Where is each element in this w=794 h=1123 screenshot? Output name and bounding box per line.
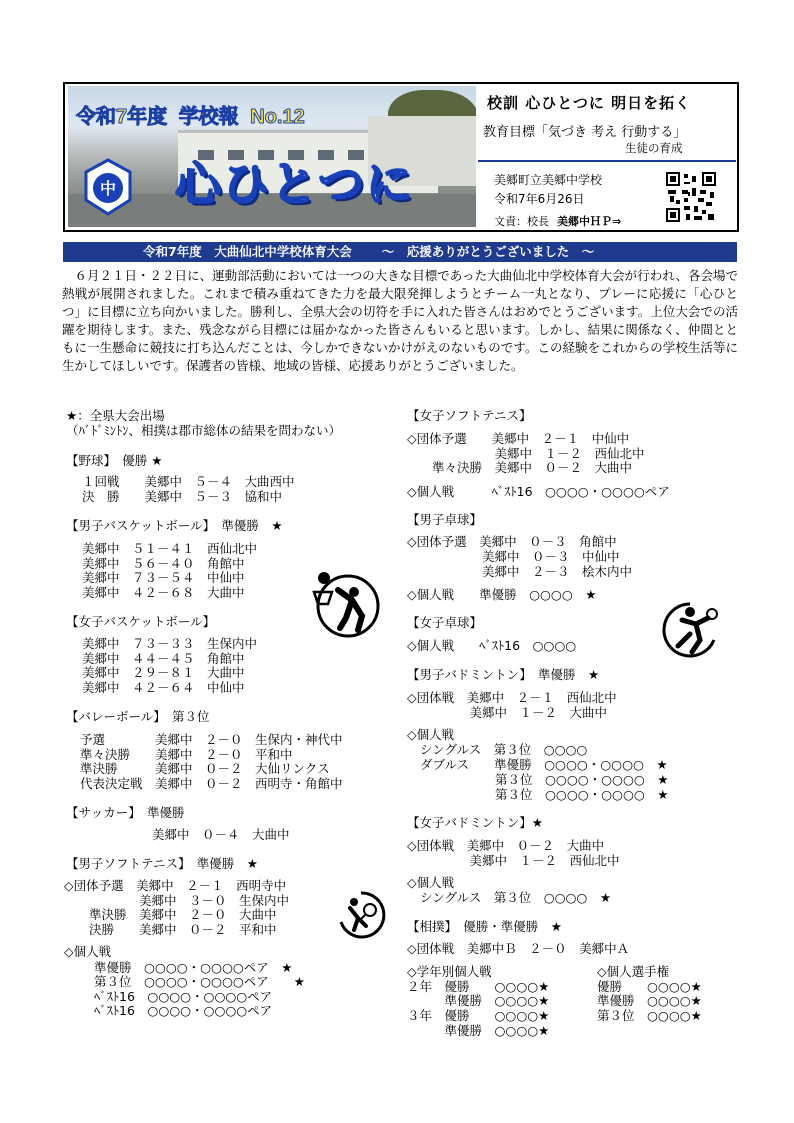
boys-basketball-row: 美郷中 ５６－４０ 角館中 <box>82 556 245 571</box>
girls-softtennis-indiv: ◇個人戦 ﾍﾞｽﾄ16 ○○○○・○○○○ペア <box>407 484 670 499</box>
boys-tabletennis-row: ◇団体予選 美郷中 ０－３ 角館中 <box>407 534 617 549</box>
boys-badminton-heading: 【男子バドミントン】 準優勝 ★ <box>407 667 600 682</box>
legend-line-1: ★：全県大会出場 <box>66 408 165 423</box>
girls-basketball-row: 美郷中 ２９－８１ 大曲中 <box>82 665 245 680</box>
girls-badminton-row: ◇団体戦 美郷中 ０－２ 大曲中 <box>407 838 605 853</box>
boys-softtennis-indiv-row: ﾍﾞｽﾄ16 ○○○○・○○○○ペア <box>94 989 273 1004</box>
school-motto: 校訓 心ひとつに 明日を拓く <box>487 94 692 112</box>
header-divider <box>478 160 736 162</box>
sumo-champ-row: 準優勝 ○○○○★ <box>597 993 702 1008</box>
boys-basketball-row: 美郷中 ７３－５４ 中仙中 <box>82 570 245 585</box>
sumo-grade-row: 準優勝 ○○○○★ <box>407 1023 550 1038</box>
boys-softtennis-row: 美郷中 ３－０ 生保内中 <box>64 893 290 908</box>
boys-badminton-indiv-label: ◇個人戦 <box>407 727 455 742</box>
event-banner <box>63 242 737 262</box>
sumo-grade-row: ３年 優勝 ○○○○★ <box>407 1008 550 1023</box>
qr-code-icon[interactable] <box>666 172 716 222</box>
main-title: 心ひとつに <box>175 157 415 211</box>
newsletter-issue-line <box>76 100 311 129</box>
boys-softtennis-indiv-row: 第３位 ○○○○・○○○○ペア ★ <box>94 974 305 989</box>
baseball-row: 決 勝 美郷中 ５－３ 協和中 <box>82 489 283 504</box>
basketball-player-icon <box>310 570 382 638</box>
issue-date: 令和7年6月26日 <box>494 192 585 206</box>
boys-softtennis-row: 準決勝 美郷中 ２－０ 大曲中 <box>64 907 277 922</box>
sumo-grade-row: 準優勝 ○○○○★ <box>407 993 550 1008</box>
boys-badminton-indiv-row: 第３位 ○○○○・○○○○ ★ <box>420 772 669 787</box>
author-line <box>494 213 621 229</box>
girls-basketball-heading: 【女子バスケットボール】 <box>66 614 216 629</box>
boys-softtennis-row: ◇団体予選 美郷中 ２－１ 西明寺中 <box>64 878 287 893</box>
boys-softtennis-indiv-row: ﾍﾞｽﾄ16 ○○○○・○○○○ペア <box>94 1003 273 1018</box>
girls-tabletennis-heading: 【女子卓球】 <box>407 615 483 630</box>
soccer-heading: 【サッカー】 準優勝 <box>66 805 185 820</box>
girls-softtennis-row: 美郷中 １－２ 西仙北中 <box>407 446 645 461</box>
boys-tabletennis-heading: 【男子卓球】 <box>407 512 483 527</box>
girls-badminton-row: 美郷中 １－２ 西仙北中 <box>407 853 620 868</box>
volleyball-heading: 【バレーボール】 第３位 <box>66 709 210 724</box>
boys-badminton-indiv-row: 第３位 ○○○○・○○○○ ★ <box>420 787 669 802</box>
sumo-champ-row: 優勝 ○○○○★ <box>597 979 702 994</box>
sumo-team-row: ◇団体戦 美郷中Ｂ ２－０ 美郷中Ａ <box>407 941 630 956</box>
baseball-heading: 【野球】 優勝 ★ <box>66 453 163 468</box>
education-goal-sub: 生徒の育成 <box>625 141 683 155</box>
soccer-row: 美郷中 ０－４ 大曲中 <box>152 827 290 842</box>
homepage-link[interactable]: 美郷中ＨＰ⇒ <box>557 215 622 228</box>
boys-tabletennis-indiv: ◇個人戦 準優勝 ○○○○ ★ <box>407 587 597 602</box>
legend-line-2: （ﾊﾞﾄﾞﾐﾝﾄﾝ、相撲は郡市総体の結果を問わない） <box>66 423 342 438</box>
sumo-grade-row: ２年 優勝 ○○○○★ <box>407 979 550 994</box>
tabletennis-player-icon <box>660 600 720 658</box>
volleyball-row: 予選 美郷中 ２－０ 生保内・神代中 <box>80 732 343 747</box>
boys-softtennis-heading: 【男子ソフトテニス】 準優勝 ★ <box>66 856 258 871</box>
girls-basketball-row: 美郷中 ４２－６４ 中仙中 <box>82 680 245 695</box>
girls-softtennis-row: 準々決勝 美郷中 ０－２ 大曲中 <box>407 460 633 475</box>
school-name: 美郷町立美郷中学校 <box>494 173 603 187</box>
boys-badminton-indiv-row: シングルス 第３位 ○○○○ <box>420 742 588 757</box>
girls-badminton-heading: 【女子バドミントン】★ <box>407 815 543 830</box>
volleyball-row: 準々決勝 美郷中 ２－０ 平和中 <box>80 747 293 762</box>
sumo-heading: 【相撲】 優勝・準優勝 ★ <box>407 919 562 934</box>
sumo-grade-heading: ◇学年別個人戦 <box>407 964 492 979</box>
boys-basketball-heading: 【男子バスケットボール】 準優勝 ★ <box>66 518 283 533</box>
volleyball-row: 準決勝 美郷中 ０－２ 大仙リンクス <box>80 761 330 776</box>
girls-softtennis-heading: 【女子ソフトテニス】 <box>407 408 532 423</box>
boys-tabletennis-row: 美郷中 ０－３ 中仙中 <box>407 549 620 564</box>
boys-badminton-indiv-row: ダブルス 準優勝 ○○○○・○○○○ ★ <box>420 757 668 772</box>
intro-paragraph: ６月２１日・２２日に、運動部活動においては一つの大きな目標であった大曲仙北中学校体育大会が行われ、各会場で熱戦が展開されました。これまで積み重ねてきた力を最大限発揮しようとチーム一丸となり、プレーに応援に「心ひとつ」に目標に立ち向かいました。勝利し、全県大会の切符を手に入れた皆さんはおめでとうございます。上位大会での活躍を期待します。また、残念ながら目標には届かなかった皆さんもいると思います。しかし、結果に関係なく、仲間とともに一生懸命に競技に打ち込んだことは、今しかできないかけがえのないものです。この経験をこれからの学校生活等に生かしてほしいです。保護者の皆様、地域の皆様、応援ありがとうございました。 <box>62 268 738 373</box>
baseball-row: １回戦 美郷中 ５－４ 大曲西中 <box>82 474 295 489</box>
boys-softtennis-row: 決勝 美郷中 ０－２ 平和中 <box>64 922 277 937</box>
girls-basketball-row: 美郷中 ７３－３３ 生保内中 <box>82 636 258 651</box>
issue-number: No.12 <box>250 106 305 128</box>
boys-basketball-row: 美郷中 ５１－４１ 西仙北中 <box>82 541 258 556</box>
boys-softtennis-indiv-label: ◇個人戦 <box>64 944 112 959</box>
issue-year: 令和7年度 <box>76 106 168 128</box>
issue-type: 学校報 <box>178 106 239 128</box>
girls-badminton-indiv-label: ◇個人戦 <box>407 875 455 890</box>
girls-basketball-row: 美郷中 ４４－４５ 角館中 <box>82 651 245 666</box>
sumo-champ-heading: ◇個人選手権 <box>597 964 670 979</box>
girls-softtennis-row: ◇団体予選 美郷中 ２－１ 中仙中 <box>407 431 630 446</box>
boys-basketball-row: 美郷中 ４２－６８ 大曲中 <box>82 585 245 600</box>
boys-badminton-row: 美郷中 １－２ 大曲中 <box>407 705 608 720</box>
girls-badminton-indiv-row: シングルス 第３位 ○○○○ ★ <box>420 890 612 905</box>
boys-tabletennis-row: 美郷中 ２－３ 桧木内中 <box>407 564 633 579</box>
emblem-char: 中 <box>99 179 117 198</box>
softtennis-player-icon <box>336 890 386 940</box>
sumo-champ-row: 第３位 ○○○○★ <box>597 1008 702 1023</box>
volleyball-row: 代表決定戦 美郷中 ０－２ 西明寺・角館中 <box>80 776 343 791</box>
author-label: 文責：校長 <box>494 215 549 228</box>
banner-thanks: ～ 応援ありがとうございました ～ <box>381 244 595 259</box>
boys-softtennis-indiv-row: 準優勝 ○○○○・○○○○ペア ★ <box>94 960 293 975</box>
banner-title: 令和7年度 大曲仙北中学校体育大会 <box>143 244 352 259</box>
school-emblem-icon <box>82 158 134 216</box>
boys-badminton-row: ◇団体戦 美郷中 ２－１ 西仙北中 <box>407 690 617 705</box>
education-goal: 教育目標「気づき 考え 行動する」 <box>483 125 687 140</box>
girls-tabletennis-indiv: ◇個人戦 ﾍﾞｽﾄ16 ○○○○ <box>407 638 577 653</box>
